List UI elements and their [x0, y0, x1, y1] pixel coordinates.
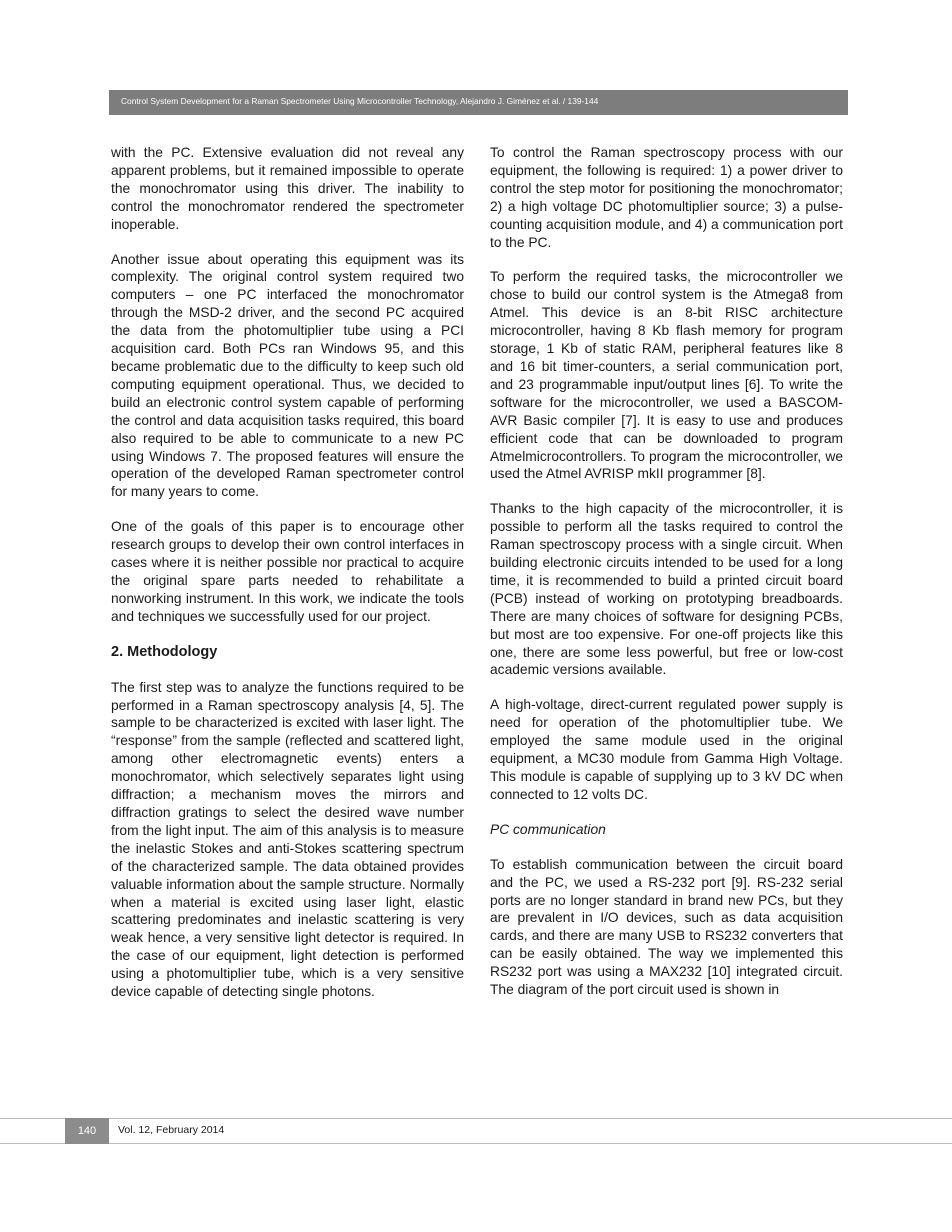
paragraph: Thanks to the high capacity of the microcontroller, it is possible to perform all the tasks required to control the Raman spectroscopy process with a single circuit. When building electronic circuits intended to be used for a long time, it is recommended to build a printed circuit board (PCB) instead of working on prototyping breadboards. There are many choices of software for designing PCBs, but most are too expensive. For one-off projects like this one, there are some less powerful, but free or low-cost academic versions available.	[490, 501, 843, 678]
paragraph: The first step was to analyze the functions required to be performed in a Raman spectroscopy analysis [4, 5]. The sample to be characterized is excited with laser light. The “response” from the sample (reflected and scattered light, among other electromagnetic events) enters a monochromator, which selectively separates light using diffraction; a mechanism moves the mirrors and diffraction gratings to select the desired wave number from the light input. The aim of this analysis is to measure the inelastic Stokes and anti-Stokes scattering spectrum of the characterized sample. The data obtained provides valuable information about the sample structure. Normally when a material is excited using laser light, elastic scattering predominates and inelastic scattering is very weak hence, a very sensitive light detector is required. In the case of our equipment, light detection is performed using a photomultiplier tube, which is a very sensitive device capable of detecting single photons.	[111, 679, 464, 1000]
paragraph: To perform the required tasks, the microcontroller we chose to build our control system is the Atmega8 from Atmel. This device is an 8-bit RISC architecture microcontroller, having 8 Kb flash memory for program storage, 1 Kb of static RAM, peripheral features like 8 and 16 bit timer-counters, a serial communication port, and 23 programmable input/output lines [6]. To write the software for the microcontroller, we used a BASCOM-AVR Basic compiler [7]. It is easy to use and produces efficient code that can be downloaded to program Atmelmicrocontrollers. To program the microcontroller, we used the Atmel AVRISP mkII programmer [8].	[490, 269, 843, 482]
paragraph: with the PC. Extensive evaluation did not reveal any apparent problems, but it remained impossible to operate the monochromator using this driver. The inability to control the monochromator rendered the spectrometer inoperable.	[111, 145, 464, 232]
running-title: Control System Development for a Raman Spectrometer Using Microcontroller Technology, Alejandro J. Giménez et al. / 139-144	[121, 96, 599, 106]
paragraph: To control the Raman spectroscopy process with our equipment, the following is required: 1) a power driver to control the step motor for positioning the monochromator; 2) a high voltage DC photomultiplier source; 3) a pulse-counting acquisition module, and 4) a communication port to the PC.	[490, 145, 843, 250]
paragraph: One of the goals of this paper is to encourage other research groups to develop their own control interfaces in cases where it is neither possible nor practical to acquire the original spare parts needed to rehabilitate a nonworking instrument. In this work, we indicate the tools and techniques we successfully used for our project.	[111, 519, 464, 624]
section-heading: 2. Methodology	[111, 643, 218, 660]
paragraph: Another issue about operating this equipment was its complexity. The original control system required two computers – one PC interfaced the monochromator through the MSD-2 driver, and the second PC acquired the data from the photomultiplier tube using a PCI acquisition card. Both PCs ran Windows 95, and this became problematic due to the difficulty to keep such old computing equipment operational. Thus, we decided to build an electronic control system capable of performing the control and data acquisition tasks required, this board also required to be able to communicate to a new PC using Windows 7. The proposed features will ensure the operation of the developed Raman spectrometer control for many years to come.	[111, 251, 464, 500]
paragraph: To establish communication between the circuit board and the PC, we used a RS-232 port [9]. RS-232 serial ports are no longer standard in brand new PCs, but they are prevalent in I/O devices, such as data acquisition cards, and there are many USB to RS232 converters that can be easily obtained. The way we implemented this RS232 port was using a MAX232 [10] integrated circuit. The diagram of the port circuit used is shown in	[490, 856, 843, 998]
page-number: 140	[65, 1118, 109, 1144]
left-column	[111, 144, 464, 1018]
footer-rule-bottom	[0, 1143, 952, 1144]
paragraph: A high-voltage, direct-current regulated power supply is need for operation of the photomultiplier tube. We employed the same module used in the original equipment, a MC30 module from Gamma High Voltage. This module is capable of supplying up to 3 kV DC when connected to 12 volts DC.	[490, 697, 843, 802]
subsection-heading: PC communication	[490, 821, 606, 837]
running-header	[109, 90, 848, 115]
issue-info: Vol. 12, February 2014	[118, 1124, 225, 1136]
right-column	[490, 144, 843, 1016]
footer-rule-top	[0, 1118, 952, 1119]
